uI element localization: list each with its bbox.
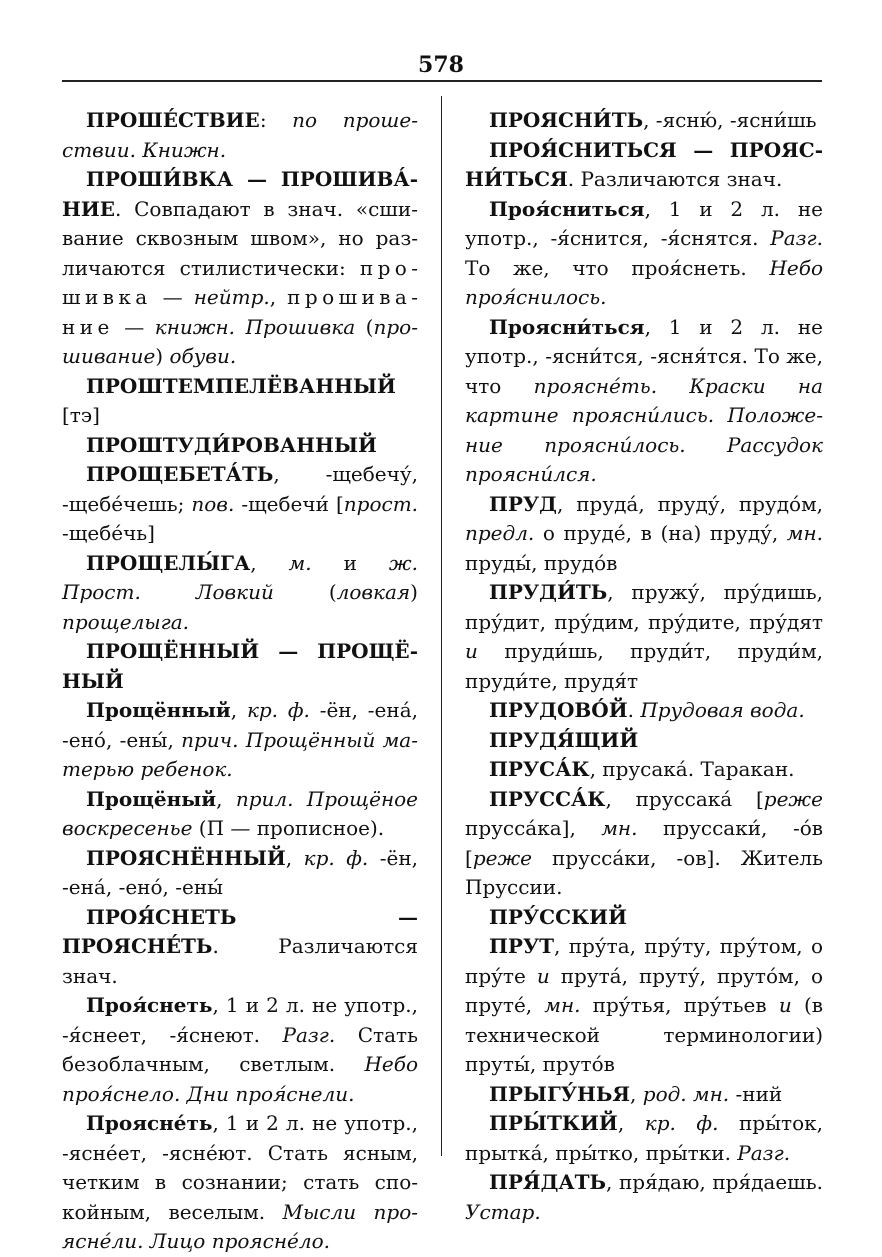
italic-text: реже bbox=[472, 845, 533, 870]
headword: ПРОШТУДИ́РОВАННЫЙ bbox=[86, 432, 377, 457]
entry-text: , 1 и 2 л. не употр., -ясне́ет, -ясне́ют. Стать ясным, четким в сознании; стать спокойным, веселым. bbox=[62, 1111, 418, 1224]
italic-text: Мысли проясне́ли. Лицо проясне́ло. bbox=[62, 1199, 418, 1253]
dictionary-entry bbox=[465, 1080, 823, 1110]
entry-text: и bbox=[311, 550, 389, 575]
entry-text: , 1 и 2 л. не употр., -я́снится, -я́снятся. bbox=[465, 196, 823, 250]
italic-text: кр. ф. bbox=[644, 1111, 719, 1135]
italic-text: ж. Прост. Ловкий bbox=[62, 550, 419, 604]
dictionary-entry bbox=[465, 1168, 823, 1227]
entry-text: пруди́шь, пруди́т, пруди́м, пруди́те, прудя́т bbox=[465, 639, 823, 693]
entry-text: , прусака́. Таракан. bbox=[589, 757, 795, 781]
italic-text: нейтр. bbox=[193, 285, 270, 309]
headword: ПРОЩЕБЕТА́ТЬ bbox=[86, 462, 274, 486]
italic-text: Устар. bbox=[465, 1199, 541, 1224]
entry-text: , 1 и 2 л. не употр., -ясни́тся, -ясня́тся. То же, что bbox=[465, 314, 823, 398]
italic-text: Прудовая вода. bbox=[640, 698, 805, 722]
dictionary-entry bbox=[465, 1109, 823, 1168]
dictionary-entry bbox=[465, 106, 823, 136]
headword: ПРЫГУ́НЬЯ bbox=[489, 1081, 631, 1106]
entry-text: . bbox=[627, 698, 641, 722]
italic-text: прошивание bbox=[62, 314, 418, 368]
dictionary-entry bbox=[62, 637, 418, 696]
entry-text: , пря́даю, пря́даешь. bbox=[606, 1170, 823, 1194]
dictionary-entry bbox=[62, 549, 418, 638]
entry-text: , пру́та, пру́ту, пру́том, о пру́те bbox=[465, 934, 823, 988]
entry-text: пры́ток, прытка́, пры́тко, пры́тки. bbox=[465, 1111, 823, 1165]
headword: ПРОЯ́СНИТЬСЯ — ПРОЯСНИ́ТЬСЯ bbox=[465, 137, 823, 191]
entry-text: пруды́, прудо́в bbox=[465, 550, 618, 575]
entry-text: , -ясню́, -ясни́шь bbox=[643, 108, 817, 132]
italic-text: кр. ф. bbox=[303, 845, 369, 870]
italic-text: мн. bbox=[786, 521, 823, 545]
italic-text: по прошествии. Книжн. bbox=[62, 108, 418, 162]
entry-text: , 1 и 2 л. не употр., -я́снеет, -я́снеют. bbox=[62, 993, 418, 1047]
entry-text: прусса́ки, -ов]. Житель Пруссии. bbox=[465, 845, 823, 899]
dictionary-entry bbox=[62, 1109, 418, 1257]
left-column bbox=[62, 106, 418, 1257]
entry-text: . Различаются знач. bbox=[567, 167, 783, 191]
dictionary-entry bbox=[465, 136, 823, 195]
headword: ПРОШИ́ВКА — ПРОШИВА́НИЕ bbox=[62, 167, 418, 221]
entry-text: -щебе́чь] bbox=[62, 521, 155, 545]
entry-text: ) bbox=[155, 344, 170, 368]
entry-text: ( bbox=[355, 314, 374, 339]
headword: ПРОШЕ́СТВИЕ bbox=[86, 108, 260, 132]
italic-text: кр. ф. bbox=[246, 698, 310, 722]
italic-text: род. мн. bbox=[642, 1081, 730, 1106]
headword: ПРУССА́К bbox=[489, 786, 606, 811]
header-rule bbox=[62, 80, 822, 82]
italic-text: Небо проя́снело. Дни проя́снели. bbox=[62, 1052, 418, 1106]
entry-text: (П — прописное). bbox=[192, 816, 385, 840]
headword: ПРУД bbox=[489, 491, 557, 516]
entry-text: -щебечи́ [ bbox=[234, 491, 344, 516]
entry-text: -ён, -ена́, -ено́, -ены́, bbox=[62, 698, 418, 752]
headword: ПРУДИ́ТЬ bbox=[489, 580, 608, 604]
entry-text: . Различаются знач. bbox=[62, 934, 418, 988]
headword: ПРОШТЕМПЕЛЁВАННЫЙ bbox=[86, 373, 396, 398]
headword: ПРОЯСНИ́ТЬ bbox=[489, 108, 644, 132]
italic-text: прост. bbox=[343, 491, 419, 516]
italic-text: и bbox=[465, 639, 478, 663]
italic-text: прощелыга. bbox=[62, 609, 189, 634]
entry-text: -ён, -ена́, -ено́, -ены́ bbox=[62, 845, 419, 899]
dictionary-entry bbox=[465, 903, 823, 933]
dictionary-entry bbox=[465, 696, 823, 726]
entry-text: , bbox=[630, 1081, 643, 1106]
entry-text: — bbox=[113, 314, 155, 339]
italic-text: м. bbox=[288, 550, 312, 575]
italic-text: мн. bbox=[601, 816, 638, 840]
italic-text: Небо проя́снилось. bbox=[465, 255, 823, 309]
entry-text: , пружу́, пру́дишь, пру́дит, пру́дим, пру́дите, пру́дят bbox=[465, 580, 823, 634]
headword: Проя́сниться bbox=[489, 196, 645, 221]
italic-text: Разг. bbox=[737, 1140, 791, 1165]
entry-text: , bbox=[230, 698, 247, 722]
entry-text: (в технической терминологии) пруты́, пруто́в bbox=[465, 993, 824, 1076]
dictionary-entry bbox=[62, 372, 418, 431]
right-column bbox=[465, 106, 823, 1227]
dictionary-entry bbox=[62, 785, 418, 844]
headword: Прощёный bbox=[86, 786, 217, 811]
dictionary-entry bbox=[62, 431, 418, 461]
dictionary-entry bbox=[62, 106, 418, 165]
headword: ПРУДЯ́ЩИЙ bbox=[489, 727, 639, 752]
entry-text: , пруссака́ [ bbox=[605, 786, 764, 811]
headword: ПРОЩЕЛЫ́ГА bbox=[86, 550, 251, 575]
headword: ПРЯ́ДАТЬ bbox=[489, 1170, 607, 1194]
italic-text: реже bbox=[763, 786, 823, 811]
entry-text: прута́, пруту́, пруто́м, о пруте́, bbox=[465, 963, 823, 1017]
entry-text: пруссаки́, -о́в [ bbox=[465, 816, 823, 870]
entry-text: , bbox=[617, 1111, 645, 1135]
entry-text: , -щебечу́, -щебе́чешь; bbox=[62, 462, 418, 516]
entry-text: , bbox=[285, 845, 304, 870]
entry-text: прошивка bbox=[62, 255, 418, 309]
headword: ПРУСА́К bbox=[489, 757, 590, 781]
dictionary-entry bbox=[465, 785, 823, 903]
headword: Проясне́ть bbox=[86, 1111, 213, 1135]
dictionary-entry bbox=[465, 195, 823, 313]
italic-text: прич. Прощённый матерью ребенок. bbox=[62, 727, 418, 781]
dictionary-entry bbox=[62, 696, 418, 785]
dictionary-entry bbox=[465, 755, 823, 785]
entry-text: [тэ] bbox=[62, 403, 100, 427]
entry-text: , bbox=[216, 786, 236, 811]
dictionary-entry bbox=[62, 165, 418, 372]
entry-text: — bbox=[151, 285, 194, 309]
entry-text: прошивание bbox=[62, 285, 419, 339]
entry-text: прусса́ка], bbox=[465, 816, 602, 840]
dictionary-entry bbox=[465, 578, 823, 696]
headword: Проясни́ться bbox=[489, 314, 645, 339]
italic-text: мн. bbox=[544, 993, 581, 1017]
italic-text: книжн. Прошивка bbox=[154, 314, 356, 339]
headword: ПРУДОВО́Й bbox=[489, 698, 628, 722]
italic-text: Разг. bbox=[770, 226, 823, 250]
italic-text: проясне́ть. Краски на картине проясни́лись. Положение проясни́лось. Рассудок проясни́лся. bbox=[465, 373, 824, 486]
headword: Прощённый bbox=[86, 698, 231, 722]
headword: ПРОЯ́СНЕТЬ — ПРОЯСНЕ́ТЬ bbox=[62, 904, 418, 958]
italic-text: и bbox=[778, 993, 792, 1017]
italic-text: Разг. bbox=[282, 1022, 336, 1047]
headword: ПРОЩЁННЫЙ — ПРОЩЁНЫЙ bbox=[62, 639, 418, 693]
dictionary-entry bbox=[62, 460, 418, 549]
headword: ПРЫ́ТКИЙ bbox=[489, 1111, 618, 1135]
entry-text: Стать безоблачным, светлым. bbox=[62, 1022, 418, 1076]
entry-text: , bbox=[269, 285, 288, 309]
entry-text: ( bbox=[273, 580, 337, 604]
entry-text: , bbox=[250, 550, 289, 575]
entry-text: пру́тья, пру́тьев bbox=[580, 993, 779, 1017]
italic-text: прил. Прощёное воскресенье bbox=[62, 786, 418, 840]
dictionary-entry bbox=[465, 313, 823, 490]
dictionary-entry bbox=[465, 932, 823, 1080]
headword: ПРОЯСНЁННЫЙ bbox=[86, 845, 286, 870]
dictionary-entry bbox=[62, 903, 418, 992]
headword: Проя́снеть bbox=[86, 993, 213, 1017]
headword: ПРУТ bbox=[489, 934, 555, 958]
entry-text: : bbox=[259, 108, 293, 132]
italic-text: и bbox=[536, 963, 550, 988]
dictionary-entry bbox=[465, 490, 823, 579]
headword: ПРУ́ССКИЙ bbox=[489, 904, 627, 929]
italic-text: предл. bbox=[465, 521, 535, 545]
dictionary-entry bbox=[465, 726, 823, 756]
entry-text: о пруде́, в (на) пруду́, bbox=[534, 521, 787, 545]
entry-text: То же, что проя́снеть. bbox=[465, 255, 770, 280]
entry-text: -ний bbox=[729, 1081, 783, 1106]
entry-text: . Совпадают в знач. «сшивание сквозным швом», но различаются стилистически: bbox=[62, 196, 418, 280]
entry-text: , пруда́, пруду́, прудо́м, bbox=[556, 491, 823, 516]
column-divider bbox=[441, 96, 442, 1156]
italic-text: пов. bbox=[191, 491, 235, 516]
page-number: 578 bbox=[418, 52, 464, 78]
dictionary-entry bbox=[62, 991, 418, 1109]
italic-text: обуви. bbox=[169, 344, 237, 368]
entry-text: ) bbox=[410, 580, 418, 604]
italic-text: ловкая bbox=[336, 580, 411, 604]
dictionary-entry bbox=[62, 844, 418, 903]
